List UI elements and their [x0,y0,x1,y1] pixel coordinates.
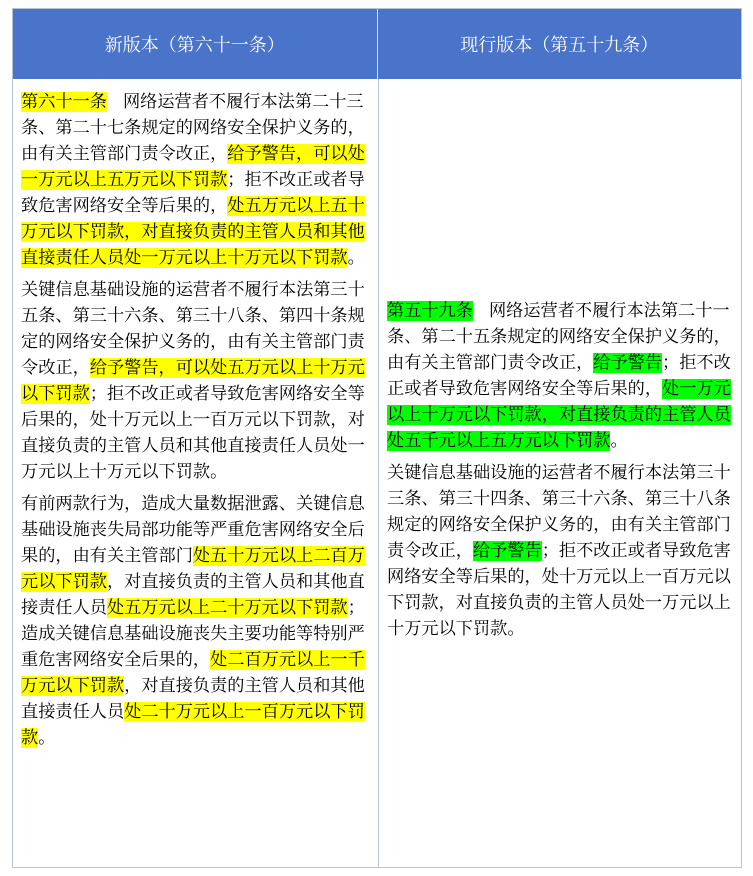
highlighted-text: 给予警告 [472,541,542,561]
text-segment: ；拒不改正或者导致危害网络安全等后果的， [387,353,731,399]
text-segment: 网络运营者不履行本法第二十三条、第二十七条规定的网络安全保护义务的，由有关主管部门责令改正， [21,92,365,164]
text-segment: 关键信息基础设施的运营者不履行本法第三十五条、第三十六条、第三十八条、第四十条规定的网络安全保护义务的，由有关主管部门责令改正， [21,280,365,378]
highlighted-text: 处二十万元以上一百万元以下罚款 [21,702,365,748]
text-segment: 。 [38,728,56,748]
text-segment: ，对直接负责的主管人员和其他直接责任人员 [21,676,365,722]
highlighted-text: 处一万元以上十万元以下罚款，对直接负责的主管人员处五千元以上五万元以下罚款 [387,379,731,451]
text-segment: ；拒不改正或者导致危害网络安全等后果的，处十万元以上一百万元以下罚款，对直接负责的主管人员和其他直接责任人员处一万元以上十万元以下罚款。 [21,384,365,482]
comparison-table [12,8,742,868]
table-header [13,9,741,79]
new-paragraph-3 [21,491,370,751]
highlighted-text: 第六十一条 [21,92,107,112]
current-paragraph-1 [387,298,733,454]
text-segment: 网络运营者不履行本法第二十一条、第二十五条规定的网络安全保护义务的，由有关主管部门责令改正， [387,301,731,373]
highlighted-text: 处五万元以上五十万元以下罚款，对直接负责的主管人员和其他直接责任人员处一万元以上十万元以下罚款 [21,196,365,268]
text-segment: ；拒不改正或者导致危害网络安全等后果的， [21,170,365,216]
highlighted-text: 给予警告，可以处一万元以上五万元以下罚款 [21,144,365,190]
new-paragraph-2 [21,277,370,485]
highlighted-text: 处五十万元以上二百万元以下罚款 [21,546,365,592]
highlighted-text: 处二百万元以上一千万元以下罚款 [21,650,365,696]
header-new-version: 新版本（第六十一条） [104,35,285,56]
current-version-column [379,79,741,867]
new-version-column [13,79,379,867]
current-paragraph-2 [387,460,733,642]
table-body [13,79,741,867]
text-segment: 。 [610,431,628,451]
text-segment: ，对直接负责的主管人员和其他直接责任人员 [21,572,365,618]
highlighted-text: 给予警告，可以处五万元以上十万元以下罚款 [21,358,365,404]
text-segment: 关键信息基础设施的运营者不履行本法第三十三条、第三十四条、第三十六条、第三十八条规定的网络安全保护义务的，由有关主管部门责令改正， [387,463,731,561]
text-segment: ；拒不改正或者导致危害网络安全等后果的，处十万元以上一百万元以下罚款，对直接负责的主管人员处一万元以上十万元以下罚款。 [387,541,731,639]
highlighted-text: 第五十九条 [387,301,473,321]
text-segment: ；造成关键信息基础设施丧失主要功能等特别严重危害网络安全后果的， [21,598,365,670]
header-current-version: 现行版本（第五十九条） [377,9,742,79]
text-segment: 。 [347,248,365,268]
highlighted-text: 给予警告 [593,353,663,373]
new-paragraph-1 [21,89,370,271]
text-segment: 有前两款行为，造成大量数据泄露、关键信息基础设施丧失局部功能等严重危害网络安全后果的，由有关主管部门 [21,494,365,566]
highlighted-text: 处五万元以上二十万元以下罚款 [106,598,348,618]
